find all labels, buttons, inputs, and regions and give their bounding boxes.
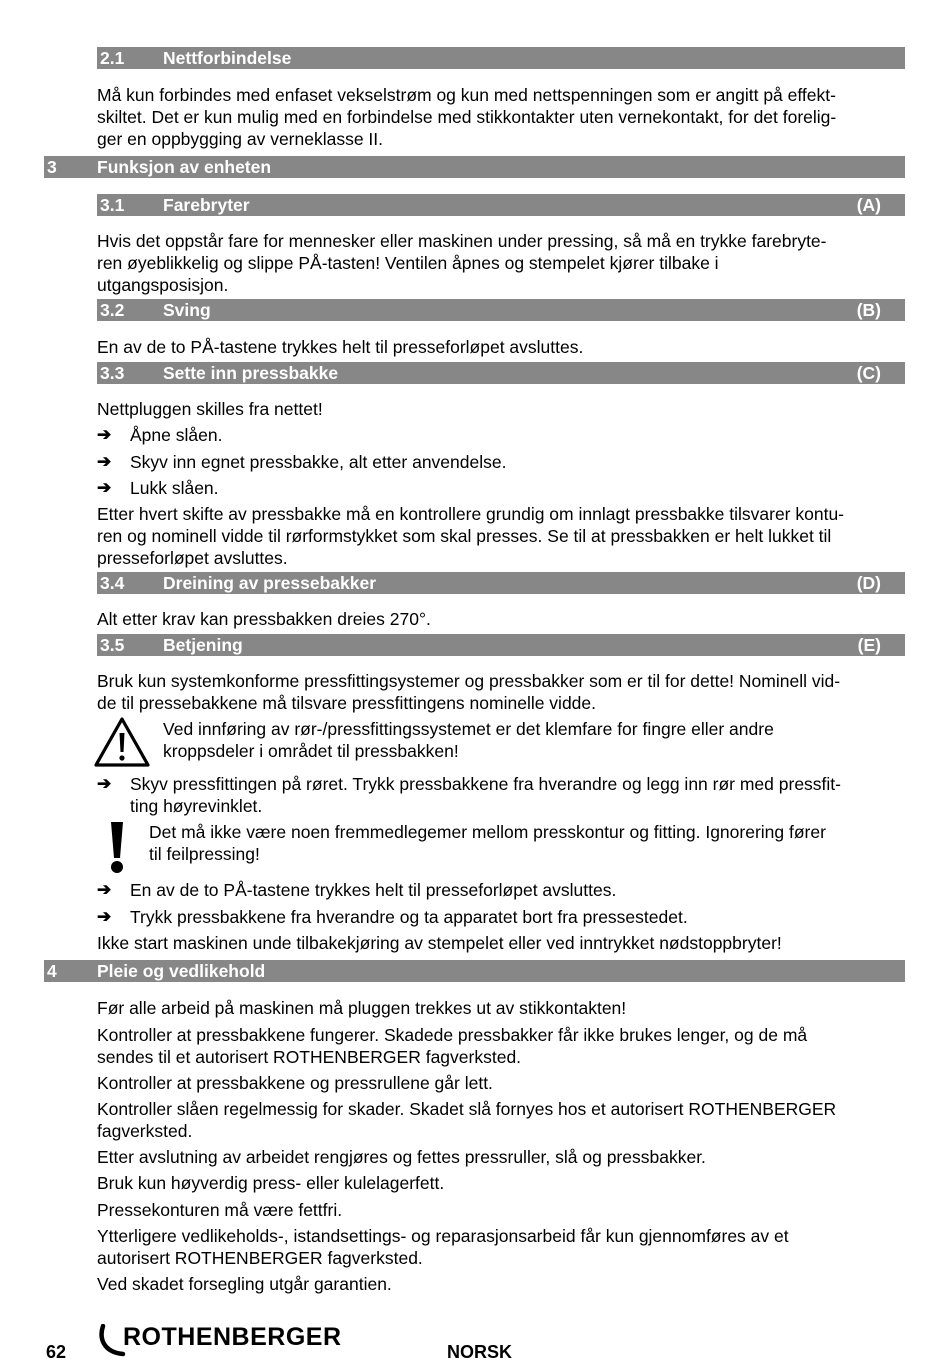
text-line: utgangsposisjon. — [97, 275, 229, 295]
paragraph-4-8 — [97, 1225, 905, 1269]
section-title: Dreining av pressebakker — [163, 573, 377, 593]
arrow-right-icon: ➔ — [97, 452, 112, 471]
section-number: 3.3 — [100, 363, 125, 383]
arrow-right-icon: ➔ — [97, 880, 112, 899]
paragraph-3-3-intro: Nettpluggen skilles fra nettet! — [97, 399, 323, 419]
text-line: Bruk kun systemkonforme pressfittingsystemer og pressbakker som er til for dette! Nominell vid- — [97, 671, 841, 691]
paragraph-2-1 — [97, 84, 905, 150]
text-line: sendes til et autorisert ROTHENBERGER fagverksted. — [97, 1047, 522, 1067]
text-line: Ytterligere vedlikeholds-, istandsettings- og reparasjonsarbeid får kun gjennomføres av et — [97, 1226, 789, 1246]
text-line: presseforløpet avsluttes. — [97, 548, 288, 568]
language-label: NORSK — [447, 1342, 513, 1362]
section-title: Sving — [163, 300, 211, 320]
paragraph-4-1: Før alle arbeid på maskinen må pluggen trekkes ut av stikkontakten! — [97, 998, 627, 1018]
list-item-text: Åpne slåen. — [130, 425, 223, 445]
text-line: kroppsdeler i området til pressbakken! — [163, 741, 459, 761]
arrow-right-icon: ➔ — [97, 774, 112, 793]
paragraph-4-5: Etter avslutning av arbeidet rengjøres og fettes pressruller, slå og pressbakker. — [97, 1147, 706, 1167]
figure-reference: (C) — [856, 363, 881, 383]
section-header-2-1 — [97, 47, 905, 69]
figure-reference: (A) — [856, 195, 881, 215]
section-header-3-2 — [97, 299, 905, 321]
paragraph-4-9: Ved skadet forsegling utgår garantien. — [97, 1274, 392, 1294]
section-number: 3 — [47, 157, 57, 177]
text-line: ren og nominell vidde til rørformstykket som skal presses. Se til at pressbakken er helt lukket til — [97, 526, 832, 546]
section-title: Nettforbindelse — [163, 48, 292, 68]
text-line: skiltet. Det er kun mulig med en forbindelse med stikkontakter uten vernekontakt, for det forelig- — [97, 107, 837, 127]
text-line: Kontroller at pressbakkene fungerer. Skadede pressbakker får ikke brukes lenger, og de må — [97, 1025, 808, 1045]
paragraph-4-6: Bruk kun høyverdig press- eller kulelagerfett. — [97, 1173, 445, 1193]
text-line: de til pressebakkene må tilsvare pressfittingens nominelle vidde. — [97, 693, 597, 713]
caution-text — [149, 821, 889, 865]
section-number: 4 — [47, 961, 57, 981]
section-header-3-1 — [97, 194, 905, 216]
text-line: Etter hvert skifte av pressbakke må en kontrollere grundig om innlagt pressbakke tilsvarer kontu- — [97, 504, 845, 524]
paragraph-4-3: Kontroller at pressbakkene og pressrullene går lett. — [97, 1073, 493, 1093]
section-header-3-5 — [97, 634, 905, 656]
list-item-text: Skyv inn egnet pressbakke, alt etter anvendelse. — [130, 452, 507, 472]
section-title: Sette inn pressbakke — [163, 363, 339, 383]
list-item — [97, 773, 905, 817]
warning-text — [163, 718, 863, 762]
exclamation-icon — [108, 820, 126, 874]
text-line: ren øyeblikkelig og slippe PÅ-tasten! Ventilen åpnes og stempelet kjører tilbake i — [97, 253, 719, 273]
section-title: Funksjon av enheten — [97, 157, 272, 177]
list-item-text: Skyv pressfittingen på røret. Trykk pressbakkene fra hverandre og legg inn rør med pressfit- — [130, 774, 841, 794]
list-item — [97, 906, 905, 928]
section-number: 3.5 — [100, 635, 125, 655]
text-line: fagverksted. — [97, 1121, 193, 1141]
text-line: Det må ikke være noen fremmedlegemer mellom presskontur og fitting. Ignorering fører — [149, 822, 826, 842]
section-number: 2.1 — [100, 48, 125, 68]
section-number: 3.4 — [100, 573, 125, 593]
paragraph-4-4 — [97, 1098, 905, 1142]
section-title: Farebryter — [163, 195, 250, 215]
figure-reference: (B) — [856, 300, 881, 320]
list-item-text: ting høyrevinklet. — [130, 796, 263, 816]
section-number: 3.2 — [100, 300, 125, 320]
paragraph-4-7: Pressekonturen må være fettfri. — [97, 1200, 343, 1220]
brand-logo — [97, 1322, 347, 1358]
paragraph-3-5-end: Ikke start maskinen unde tilbakekjøring av stempelet eller ved inntrykket nødstoppbryter! — [97, 933, 782, 953]
warning-triangle-icon — [93, 716, 151, 768]
list-item-text: En av de to PÅ-tastene trykkes helt til presseforløpet avsluttes. — [130, 880, 617, 900]
list-item — [97, 879, 905, 901]
list-item — [97, 424, 905, 446]
arrow-right-icon: ➔ — [97, 478, 112, 497]
section-header-4 — [44, 960, 905, 982]
paragraph-4-2 — [97, 1024, 905, 1068]
text-line: Hvis det oppstår fare for mennesker eller maskinen under pressing, så må en trykke farebryte- — [97, 231, 827, 251]
text-line: ger en oppbygging av verneklasse II. — [97, 129, 384, 149]
figure-reference: (E) — [857, 635, 881, 655]
text-line: til feilpressing! — [149, 844, 260, 864]
list-item — [97, 477, 905, 499]
paragraph-3-4: Alt etter krav kan pressbakken dreies 270°. — [97, 609, 431, 629]
paragraph-3-2: En av de to PÅ-tastene trykkes helt til presseforløpet avsluttes. — [97, 337, 584, 357]
text-line: Kontroller slåen regelmessig for skader. Skadet slå fornyes hos et autorisert ROTHENBERGER — [97, 1099, 837, 1119]
text-line: Ved innføring av rør-/pressfittingssystemet er det klemfare for fingre eller andre — [163, 719, 774, 739]
list-item-text: Lukk slåen. — [130, 478, 219, 498]
paragraph-3-3 — [97, 503, 905, 569]
logo-wordmark: ROTHENBERGER — [123, 1323, 342, 1351]
section-header-3-4 — [97, 572, 905, 594]
section-title: Pleie og vedlikehold — [97, 961, 266, 981]
list-item-text: Trykk pressbakkene fra hverandre og ta apparatet bort fra pressestedet. — [130, 907, 688, 927]
arrow-right-icon: ➔ — [97, 425, 112, 444]
figure-reference: (D) — [856, 573, 881, 593]
text-line: autorisert ROTHENBERGER fagverksted. — [97, 1248, 423, 1268]
list-item — [97, 451, 905, 473]
page-number: 62 — [46, 1342, 67, 1362]
section-number: 3.1 — [100, 195, 125, 215]
paragraph-3-5 — [97, 670, 905, 714]
section-title: Betjening — [163, 635, 243, 655]
paragraph-3-1 — [97, 230, 905, 296]
text-line: Må kun forbindes med enfaset vekselstrøm og kun med nettspenningen som er angitt på effekt- — [97, 85, 836, 105]
section-header-3 — [44, 156, 905, 178]
arrow-right-icon: ➔ — [97, 907, 112, 926]
section-header-3-3 — [97, 362, 905, 384]
